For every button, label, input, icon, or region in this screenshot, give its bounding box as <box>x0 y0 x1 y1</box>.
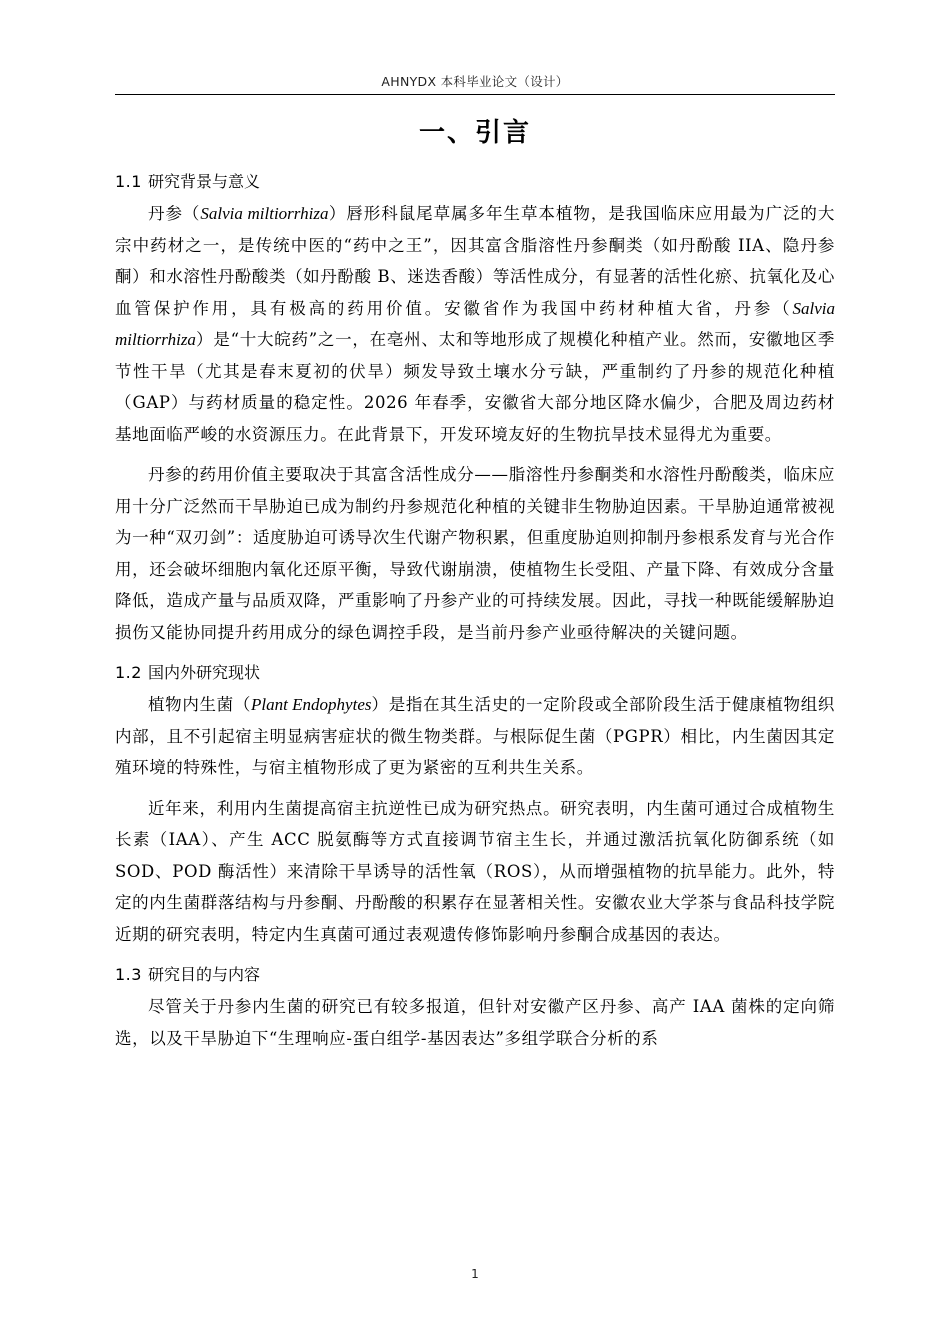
section-heading-1-2 <box>115 657 835 689</box>
section-title: 研究目的与内容 <box>147 965 260 984</box>
section-title: 研究背景与意义 <box>147 172 260 191</box>
latin-name: Salvia miltiorrhiza <box>200 204 329 223</box>
section-number: 1.1 <box>115 172 142 191</box>
paragraph <box>115 689 835 784</box>
paragraph: 丹参的药用价值主要取决于其富含活性成分——脂溶性丹参酮类和水溶性丹酚酸类，临床应用十分广泛然而干旱胁迫已成为制约丹参规范化种植的关键非生物胁迫因素。干旱胁迫通常被视为一种“双刃剑”：适度胁迫可诱导次生代谢产物积累，但重度胁迫则抑制丹参根系发育与光合作用，还会破坏细胞内氧化还原平衡，导致代谢崩溃，使植物生长受阻、产量下降、有效成分含量降低，造成产量与品质双降，严重影响了丹参产业的可持续发展。因此，寻找一种既能缓解胁迫损伤又能协同提升药用成分的绿色调控手段，是当前丹参产业亟待解决的关键问题。 <box>115 465 835 642</box>
chapter-title: 一、引言 <box>418 118 531 148</box>
running-header: AHNYDX 本科毕业论文（设计） <box>381 74 569 89</box>
section-number: 1.2 <box>115 663 142 682</box>
text-run: 丹参（ <box>148 204 201 223</box>
text-run: ）是“十大皖药”之一，在亳州、太和等地形成了规模化种植产业。然而，安徽地区季节性干旱（尤其是春末夏初的伏旱）频发导致土壤水分亏缺，严重制约了丹参的规范化种植（GAP）与药材质量的稳定性。2026 年春季，安徽省大部分地区降水偏少，合肥及周边药材基地面临严峻的水资源压力。在此背景下，开发环境友好的生物抗旱技术显得尤为重要。 <box>115 330 835 444</box>
paragraph: 近年来，利用内生菌提高宿主抗逆性已成为研究热点。研究表明，内生菌可通过合成植物生长素（IAA）、产生 ACC 脱氨酶等方式直接调节宿主生长，并通过激活抗氧化防御系统（如 SOD、POD 酶活性）来清除干旱诱导的活性氧（ROS），从而增强植物的抗旱能力。此外，特定的内生菌群落结构与丹参酮、丹酚酸的积累存在显著相关性。安徽农业大学茶与食品科技学院近期的研究表明，特定内生真菌可通过表观遗传修饰影响丹参酮合成基因的表达。 <box>115 798 835 944</box>
paragraph <box>115 198 835 450</box>
section-number: 1.3 <box>115 965 142 984</box>
text-run: ）唇形科鼠尾草属多年生草本植物，是我国临床应用最为广泛的大宗中药材之一，是传统中医的“药中之王”，因其富含脂溶性丹参酮类（如丹酚酸 IIA、隐丹参酮）和水溶性丹酚酸类（如丹酚酸 B、迷迭香酸）等活性成分，有显著的活性化瘀、抗氧化及心血管保护作用，具有极高的药用价值。安徽省作为我国中药材种植大省，丹参（ <box>115 204 835 318</box>
latin-name: Salvia miltiorrhiza <box>115 298 835 349</box>
latin-name: Plant Endophytes <box>251 695 372 714</box>
section-title: 国内外研究现状 <box>147 663 260 682</box>
page-number: 1 <box>471 1267 479 1281</box>
section-heading-1-1 <box>115 166 835 198</box>
body-content <box>115 166 835 1054</box>
header-divider <box>115 94 835 95</box>
text-run: 植物内生菌（ <box>148 695 252 714</box>
section-heading-1-3 <box>115 959 835 991</box>
text-run: ）是指在其生活史的一定阶段或全部阶段生活于健康植物组织内部，且不引起宿主明显病害症状的微生物类群。与根际促生菌（PGPR）相比，内生菌因其定殖环境的特殊性，与宿主植物形成了更为紧密的互利共生关系。 <box>115 695 835 777</box>
paragraph: 尽管关于丹参内生菌的研究已有较多报道，但针对安徽产区丹参、高产 IAA 菌株的定向筛选，以及干旱胁迫下“生理响应-蛋白组学-基因表达”多组学联合分析的系 <box>115 997 835 1048</box>
